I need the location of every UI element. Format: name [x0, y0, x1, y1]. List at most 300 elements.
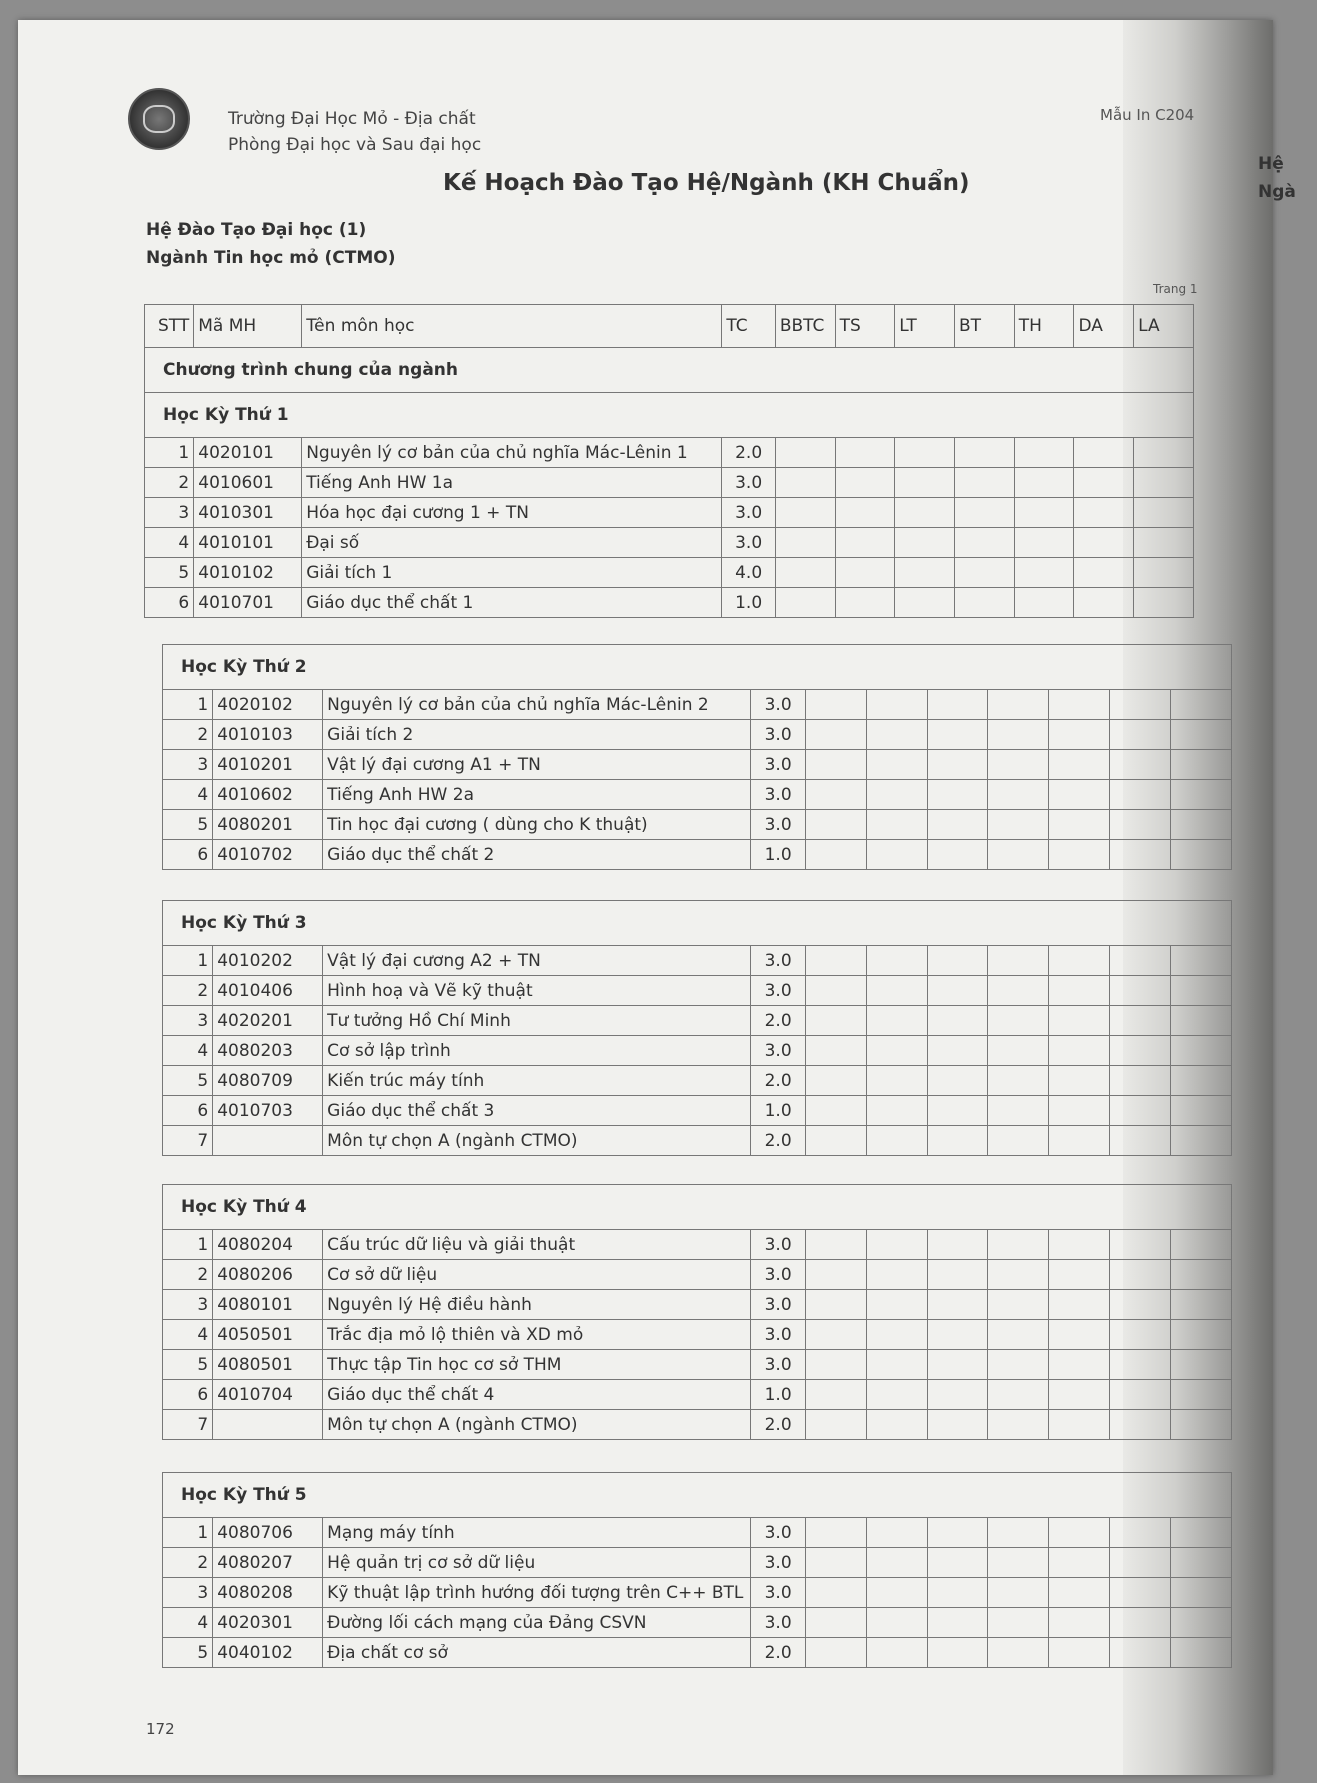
empty-cell: [1110, 1578, 1171, 1608]
course-name: Giải tích 1: [302, 558, 722, 588]
empty-cell: [1049, 1350, 1110, 1380]
course-credits: 3.0: [751, 1290, 805, 1320]
course-code: [213, 1126, 323, 1156]
course-row: [163, 1260, 1232, 1290]
empty-cell: [1014, 558, 1074, 588]
course-credits: 4.0: [722, 558, 775, 588]
course-credits: 2.0: [751, 1638, 805, 1668]
empty-cell: [988, 840, 1049, 870]
course-code: 4010704: [213, 1380, 323, 1410]
empty-cell: [988, 1578, 1049, 1608]
course-code: 4080501: [213, 1350, 323, 1380]
form-code: Mẫu In C204: [1100, 106, 1195, 124]
empty-cell: [927, 840, 988, 870]
empty-cell: [1049, 1230, 1110, 1260]
empty-cell: [805, 1260, 866, 1290]
empty-cell: [927, 1548, 988, 1578]
empty-cell: [805, 1126, 866, 1156]
course-name: Tiếng Anh HW 1a: [302, 468, 722, 498]
course-code: 4010202: [213, 946, 323, 976]
empty-cell: [775, 498, 835, 528]
empty-cell: [805, 1410, 866, 1440]
empty-cell: [955, 588, 1015, 618]
course-name: Cấu trúc dữ liệu và giải thuật: [323, 1230, 751, 1260]
empty-cell: [1171, 690, 1232, 720]
empty-cell: [988, 1518, 1049, 1548]
empty-cell: [1110, 1380, 1171, 1410]
empty-cell: [835, 528, 895, 558]
course-stt: 4: [145, 528, 194, 558]
empty-cell: [805, 1608, 866, 1638]
semester-table: [162, 1472, 1232, 1668]
course-name: Tiếng Anh HW 2a: [323, 780, 751, 810]
course-code: 4040102: [213, 1638, 323, 1668]
empty-cell: [1110, 840, 1171, 870]
course-credits: 3.0: [722, 498, 775, 528]
course-name: Môn tự chọn A (ngành CTMO): [323, 1410, 751, 1440]
semester-table: [144, 392, 1194, 618]
empty-cell: [1134, 588, 1194, 618]
semester-title: Học Kỳ Thứ 4: [163, 1185, 1232, 1230]
col-stt: STT: [145, 305, 194, 348]
empty-cell: [988, 1230, 1049, 1260]
empty-cell: [1171, 1380, 1232, 1410]
empty-cell: [1110, 976, 1171, 1006]
empty-cell: [1074, 558, 1134, 588]
empty-cell: [1171, 1608, 1232, 1638]
empty-cell: [775, 528, 835, 558]
empty-cell: [1110, 780, 1171, 810]
empty-cell: [866, 1230, 927, 1260]
semester-title-row: [163, 1185, 1232, 1230]
empty-cell: [895, 498, 955, 528]
empty-cell: [927, 1638, 988, 1668]
empty-cell: [1110, 690, 1171, 720]
course-stt: 4: [163, 780, 213, 810]
empty-cell: [1049, 1036, 1110, 1066]
empty-cell: [1110, 1410, 1171, 1440]
empty-cell: [927, 780, 988, 810]
empty-cell: [1049, 976, 1110, 1006]
empty-cell: [988, 1548, 1049, 1578]
empty-cell: [1049, 1260, 1110, 1290]
page-number: 172: [146, 1720, 175, 1738]
empty-cell: [1110, 1036, 1171, 1066]
empty-cell: [866, 780, 927, 810]
empty-cell: [1110, 750, 1171, 780]
empty-cell: [805, 840, 866, 870]
course-name: Kiến trúc máy tính: [323, 1066, 751, 1096]
empty-cell: [988, 690, 1049, 720]
empty-cell: [805, 1578, 866, 1608]
course-row: [163, 1638, 1232, 1668]
empty-cell: [1110, 1518, 1171, 1548]
empty-cell: [1110, 1260, 1171, 1290]
col-la: LA: [1134, 305, 1194, 348]
university-logo: [128, 88, 190, 150]
empty-cell: [805, 1638, 866, 1668]
empty-cell: [835, 468, 895, 498]
empty-cell: [1134, 498, 1194, 528]
semester-title: Học Kỳ Thứ 1: [145, 393, 1194, 438]
empty-cell: [1110, 1350, 1171, 1380]
empty-cell: [866, 1410, 927, 1440]
empty-cell: [1110, 1096, 1171, 1126]
empty-cell: [988, 1608, 1049, 1638]
course-stt: 2: [163, 1548, 213, 1578]
empty-cell: [1171, 1548, 1232, 1578]
course-row: [163, 976, 1232, 1006]
course-credits: 3.0: [751, 946, 805, 976]
empty-cell: [866, 810, 927, 840]
empty-cell: [895, 528, 955, 558]
course-name: Kỹ thuật lập trình hướng đối tượng trên C++ BTL: [323, 1578, 751, 1608]
course-row: [163, 1350, 1232, 1380]
course-stt: 7: [163, 1126, 213, 1156]
empty-cell: [866, 1066, 927, 1096]
empty-cell: [1014, 468, 1074, 498]
empty-cell: [1110, 946, 1171, 976]
empty-cell: [1074, 498, 1134, 528]
office-name: Phòng Đại học và Sau đại học: [228, 135, 482, 155]
empty-cell: [775, 588, 835, 618]
empty-cell: [1171, 1518, 1232, 1548]
empty-cell: [866, 1006, 927, 1036]
empty-cell: [988, 750, 1049, 780]
course-credits: 3.0: [722, 528, 775, 558]
empty-cell: [927, 946, 988, 976]
empty-cell: [805, 1350, 866, 1380]
empty-cell: [805, 976, 866, 1006]
course-stt: 4: [163, 1320, 213, 1350]
empty-cell: [805, 780, 866, 810]
empty-cell: [988, 1260, 1049, 1290]
peek-line-2: Ngà: [1258, 182, 1296, 202]
course-credits: 3.0: [751, 690, 805, 720]
empty-cell: [1171, 840, 1232, 870]
empty-cell: [1110, 1290, 1171, 1320]
empty-cell: [866, 1126, 927, 1156]
empty-cell: [1110, 810, 1171, 840]
empty-cell: [895, 468, 955, 498]
semester-table: [162, 644, 1232, 870]
semester-title-row: [163, 645, 1232, 690]
section-row: [145, 348, 1194, 393]
empty-cell: [866, 1608, 927, 1638]
course-row: [163, 1006, 1232, 1036]
empty-cell: [988, 1638, 1049, 1668]
empty-cell: [927, 1320, 988, 1350]
course-row: [163, 1290, 1232, 1320]
course-row: [163, 1608, 1232, 1638]
empty-cell: [927, 1290, 988, 1320]
course-credits: 1.0: [722, 588, 775, 618]
empty-cell: [835, 588, 895, 618]
empty-cell: [1014, 528, 1074, 558]
empty-cell: [927, 1066, 988, 1096]
empty-cell: [805, 946, 866, 976]
empty-cell: [1171, 1350, 1232, 1380]
course-credits: 2.0: [751, 1410, 805, 1440]
empty-cell: [1049, 1290, 1110, 1320]
course-name: Vật lý đại cương A1 + TN: [323, 750, 751, 780]
course-name: Tin học đại cương ( dùng cho K thuật): [323, 810, 751, 840]
empty-cell: [805, 750, 866, 780]
empty-cell: [927, 1260, 988, 1290]
course-credits: 3.0: [751, 780, 805, 810]
empty-cell: [1171, 1260, 1232, 1290]
empty-cell: [1171, 720, 1232, 750]
empty-cell: [1171, 810, 1232, 840]
semester-title-row: [163, 901, 1232, 946]
course-credits: 3.0: [722, 468, 775, 498]
empty-cell: [805, 690, 866, 720]
empty-cell: [1110, 1230, 1171, 1260]
empty-cell: [866, 1096, 927, 1126]
course-name: Nguyên lý cơ bản của chủ nghĩa Mác-Lênin 2: [323, 690, 751, 720]
course-name: Cơ sở lập trình: [323, 1036, 751, 1066]
empty-cell: [1049, 810, 1110, 840]
course-row: [163, 1578, 1232, 1608]
course-credits: 3.0: [751, 750, 805, 780]
course-credits: 2.0: [722, 438, 775, 468]
empty-cell: [988, 1320, 1049, 1350]
course-name: Hệ quản trị cơ sở dữ liệu: [323, 1548, 751, 1578]
empty-cell: [1049, 1006, 1110, 1036]
course-credits: 1.0: [751, 1096, 805, 1126]
course-name: Giải tích 2: [323, 720, 751, 750]
empty-cell: [805, 1320, 866, 1350]
empty-cell: [927, 1230, 988, 1260]
course-row: [163, 1320, 1232, 1350]
course-code: 4080203: [213, 1036, 323, 1066]
course-name: Đại số: [302, 528, 722, 558]
col-ts: TS: [835, 305, 895, 348]
course-row: [163, 1380, 1232, 1410]
course-code: 4080208: [213, 1578, 323, 1608]
course-credits: 3.0: [751, 1320, 805, 1350]
empty-cell: [1049, 1548, 1110, 1578]
course-stt: 3: [163, 1578, 213, 1608]
course-stt: 4: [163, 1036, 213, 1066]
course-row: [163, 1518, 1232, 1548]
empty-cell: [1049, 1608, 1110, 1638]
empty-cell: [1110, 1548, 1171, 1578]
empty-cell: [866, 1036, 927, 1066]
course-stt: 2: [163, 1260, 213, 1290]
course-name: Môn tự chọn A (ngành CTMO): [323, 1126, 751, 1156]
course-name: Giáo dục thể chất 2: [323, 840, 751, 870]
empty-cell: [988, 1126, 1049, 1156]
course-row: [145, 498, 1194, 528]
course-name: Thực tập Tin học cơ sở THM: [323, 1350, 751, 1380]
empty-cell: [955, 498, 1015, 528]
empty-cell: [988, 1380, 1049, 1410]
course-code: 4010702: [213, 840, 323, 870]
empty-cell: [775, 558, 835, 588]
empty-cell: [805, 1096, 866, 1126]
empty-cell: [775, 468, 835, 498]
empty-cell: [1014, 498, 1074, 528]
empty-cell: [988, 1066, 1049, 1096]
empty-cell: [1074, 588, 1134, 618]
empty-cell: [866, 840, 927, 870]
course-stt: 3: [163, 1290, 213, 1320]
course-stt: 1: [163, 946, 213, 976]
scanned-page: [18, 20, 1296, 1775]
empty-cell: [988, 1036, 1049, 1066]
course-row: [163, 1066, 1232, 1096]
course-row: [163, 1410, 1232, 1440]
empty-cell: [988, 976, 1049, 1006]
semester-table: [162, 900, 1232, 1156]
empty-cell: [1171, 1036, 1232, 1066]
course-code: 4050501: [213, 1320, 323, 1350]
semester-table: [162, 1184, 1232, 1440]
empty-cell: [1171, 1638, 1232, 1668]
course-row: [163, 840, 1232, 870]
empty-cell: [927, 976, 988, 1006]
school-name: Trường Đại Học Mỏ - Địa chất: [228, 109, 476, 129]
course-code: 4010101: [194, 528, 302, 558]
course-row: [163, 690, 1232, 720]
empty-cell: [1171, 1320, 1232, 1350]
school-header: [228, 106, 481, 158]
course-code: 4080706: [213, 1518, 323, 1548]
course-row: [145, 588, 1194, 618]
course-code: 4010703: [213, 1096, 323, 1126]
empty-cell: [955, 528, 1015, 558]
course-row: [163, 1548, 1232, 1578]
empty-cell: [1049, 690, 1110, 720]
document-title: Kế Hoạch Đào Tạo Hệ/Ngành (KH Chuẩn): [443, 170, 970, 196]
col-bbtc: BBTC: [775, 305, 835, 348]
empty-cell: [1171, 1578, 1232, 1608]
empty-cell: [927, 1380, 988, 1410]
course-row: [145, 468, 1194, 498]
semester-title-row: [163, 1473, 1232, 1518]
empty-cell: [988, 946, 1049, 976]
empty-cell: [1074, 468, 1134, 498]
empty-cell: [1134, 438, 1194, 468]
column-header-table: [144, 304, 1194, 393]
course-name: Trắc địa mỏ lộ thiên và XD mỏ: [323, 1320, 751, 1350]
empty-cell: [955, 438, 1015, 468]
empty-cell: [805, 810, 866, 840]
course-row: [145, 558, 1194, 588]
empty-cell: [1074, 438, 1134, 468]
empty-cell: [805, 1230, 866, 1260]
course-stt: 1: [163, 1230, 213, 1260]
course-code: 4010602: [213, 780, 323, 810]
course-stt: 5: [145, 558, 194, 588]
course-name: Vật lý đại cương A2 + TN: [323, 946, 751, 976]
empty-cell: [866, 720, 927, 750]
peek-line-1: Hệ: [1258, 154, 1284, 174]
empty-cell: [866, 1290, 927, 1320]
course-row: [163, 810, 1232, 840]
empty-cell: [805, 1290, 866, 1320]
col-tc: TC: [722, 305, 775, 348]
empty-cell: [1074, 528, 1134, 558]
empty-cell: [866, 976, 927, 1006]
empty-cell: [1049, 1126, 1110, 1156]
empty-cell: [1134, 528, 1194, 558]
course-name: Cơ sở dữ liệu: [323, 1260, 751, 1290]
empty-cell: [835, 558, 895, 588]
course-credits: 2.0: [751, 1066, 805, 1096]
course-stt: 6: [163, 1380, 213, 1410]
course-credits: 3.0: [751, 720, 805, 750]
empty-cell: [1171, 1126, 1232, 1156]
empty-cell: [866, 1260, 927, 1290]
page-label: Trang 1: [1153, 282, 1198, 296]
col-th: TH: [1014, 305, 1074, 348]
course-name: Hóa học đại cương 1 + TN: [302, 498, 722, 528]
empty-cell: [927, 1410, 988, 1440]
empty-cell: [1171, 780, 1232, 810]
course-code: 4080204: [213, 1230, 323, 1260]
empty-cell: [988, 1096, 1049, 1126]
course-code: 4080101: [213, 1290, 323, 1320]
empty-cell: [1049, 946, 1110, 976]
course-stt: 5: [163, 1350, 213, 1380]
course-row: [163, 946, 1232, 976]
course-code: 4010601: [194, 468, 302, 498]
course-stt: 1: [163, 1518, 213, 1548]
course-code: 4020301: [213, 1608, 323, 1638]
major-name: Ngành Tin học mỏ (CTMO): [146, 248, 396, 268]
course-code: 4010301: [194, 498, 302, 528]
course-code: 4010103: [213, 720, 323, 750]
training-system: Hệ Đào Tạo Đại học (1): [146, 220, 367, 240]
col-da: DA: [1074, 305, 1134, 348]
col-name: Tên môn học: [302, 305, 722, 348]
empty-cell: [1049, 720, 1110, 750]
course-credits: 3.0: [751, 1230, 805, 1260]
empty-cell: [927, 1126, 988, 1156]
empty-cell: [895, 558, 955, 588]
empty-cell: [1171, 946, 1232, 976]
empty-cell: [1171, 1230, 1232, 1260]
course-code: [213, 1410, 323, 1440]
empty-cell: [835, 498, 895, 528]
empty-cell: [805, 1006, 866, 1036]
course-stt: 6: [145, 588, 194, 618]
empty-cell: [1049, 1410, 1110, 1440]
course-code: 4010102: [194, 558, 302, 588]
course-code: 4080201: [213, 810, 323, 840]
course-stt: 3: [163, 1006, 213, 1036]
semester-title: Học Kỳ Thứ 3: [163, 901, 1232, 946]
empty-cell: [1171, 1096, 1232, 1126]
empty-cell: [988, 1290, 1049, 1320]
course-stt: 3: [145, 498, 194, 528]
empty-cell: [1171, 750, 1232, 780]
empty-cell: [866, 1380, 927, 1410]
course-row: [145, 528, 1194, 558]
next-page-peek: [1258, 150, 1296, 206]
course-name: Nguyên lý cơ bản của chủ nghĩa Mác-Lênin 1: [302, 438, 722, 468]
empty-cell: [866, 1320, 927, 1350]
empty-cell: [1171, 1410, 1232, 1440]
empty-cell: [866, 1548, 927, 1578]
course-stt: 2: [163, 976, 213, 1006]
course-row: [163, 1096, 1232, 1126]
empty-cell: [1110, 720, 1171, 750]
empty-cell: [927, 1006, 988, 1036]
empty-cell: [1171, 976, 1232, 1006]
